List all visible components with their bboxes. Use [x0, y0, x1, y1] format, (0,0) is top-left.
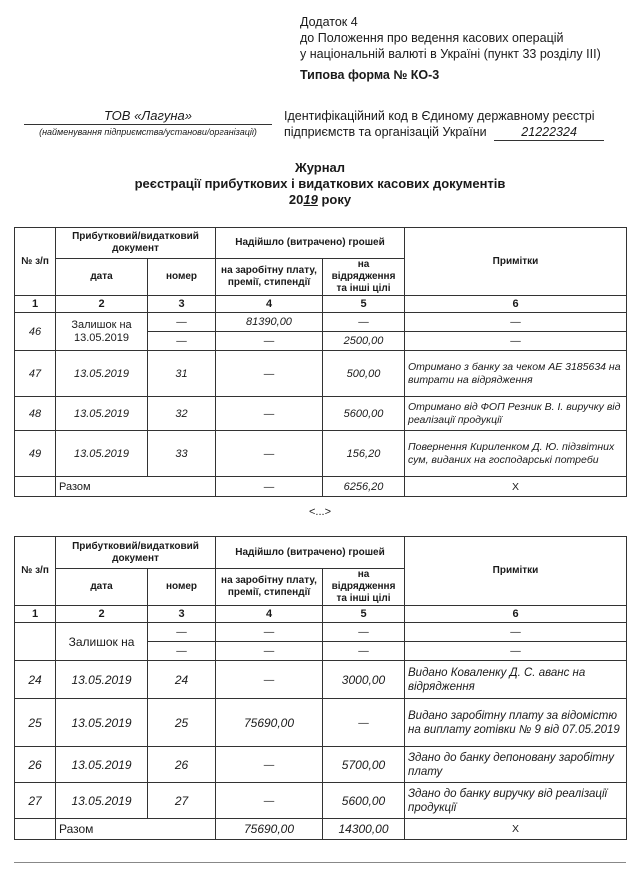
col-index: 3 — [148, 606, 216, 623]
table-row — [15, 699, 627, 747]
cell-travel: — — [323, 699, 405, 747]
table-row — [15, 313, 627, 332]
balance-label: Залишок на — [56, 623, 148, 661]
row-no: 26 — [15, 747, 56, 783]
cell-note: — — [405, 642, 627, 661]
cell-date: 13.05.2019 — [56, 783, 148, 819]
cell-note: Отримано з банку за чеком АЕ 3185634 на витрати на відрядження — [405, 351, 627, 397]
cell-salary: — — [216, 351, 323, 397]
col-header-no: № з/п — [15, 537, 56, 606]
page-bottom-divider — [14, 862, 626, 863]
total-row — [15, 819, 627, 840]
cell-salary: — — [216, 661, 323, 699]
col-header-received: Надійшло (витрачено) грошей — [216, 228, 405, 259]
cell-number: — — [148, 642, 216, 661]
appendix-title: Додаток 4 — [300, 15, 358, 29]
cell-number: 31 — [148, 351, 216, 397]
col-header-salary: на заробітну плату, премії, стипендії — [216, 569, 323, 606]
title-year: 2019 року — [288, 192, 352, 207]
col-header-salary: на заробітну плату, премії, стипендії — [216, 259, 323, 296]
org-caption: (найменування підприємства/установи/організації) — [39, 127, 257, 137]
cell-note: — — [405, 313, 627, 332]
cell-date: 13.05.2019 — [56, 747, 148, 783]
col-header-number: номер — [148, 259, 216, 296]
cell-salary: — — [216, 397, 323, 431]
col-index: 4 — [216, 606, 323, 623]
col-index: 2 — [56, 296, 148, 313]
cell-date: 13.05.2019 — [56, 661, 148, 699]
title-line2: реєстрації прибуткових і видаткових касових документів — [134, 176, 506, 191]
row-no: 46 — [15, 313, 56, 351]
col-header-date: дата — [56, 569, 148, 606]
cell-number: — — [148, 332, 216, 351]
row-no: 24 — [15, 661, 56, 699]
cell-number: 25 — [148, 699, 216, 747]
cell-salary: 81390,00 — [216, 313, 323, 332]
col-index: 2 — [56, 606, 148, 623]
total-salary: — — [216, 477, 323, 497]
col-header-received: Надійшло (витрачено) грошей — [216, 537, 405, 569]
col-header-no: № з/п — [15, 228, 56, 296]
col-header-doc: Прибутковий/видатковий документ — [56, 228, 216, 259]
title-line1: Журнал — [294, 160, 346, 175]
journal-table-1 — [14, 227, 627, 497]
total-row — [15, 477, 627, 497]
cell-date: 13.05.2019 — [56, 397, 148, 431]
cell-travel: — — [323, 642, 405, 661]
appendix-block — [300, 14, 601, 83]
form-type: Типова форма № КО-3 — [300, 68, 440, 82]
table-row — [15, 661, 627, 699]
table-row — [15, 431, 627, 477]
cell-number: — — [148, 623, 216, 642]
org-block — [24, 108, 272, 137]
id-label-line1: Ідентифікаційний код в Єдиному державному реєстрі — [284, 109, 595, 123]
row-no — [15, 623, 56, 661]
cell-salary: — — [216, 332, 323, 351]
cell-salary: — — [216, 431, 323, 477]
cell-number: 32 — [148, 397, 216, 431]
cell-note: Здано до банку депоновану заробітну плату — [405, 747, 627, 783]
col-header-travel: на відрядження та інші цілі — [323, 259, 405, 296]
col-header-date: дата — [56, 259, 148, 296]
table-row — [15, 783, 627, 819]
org-name: ТОВ «Лагуна» — [24, 108, 272, 125]
cell-travel: 500,00 — [323, 351, 405, 397]
id-code: 21222324 — [494, 124, 604, 141]
total-travel: 6256,20 — [323, 477, 405, 497]
row-no: 25 — [15, 699, 56, 747]
total-label: Разом — [56, 477, 216, 497]
row-no: 48 — [15, 397, 56, 431]
col-header-notes: Примітки — [405, 228, 627, 296]
row-no: 27 — [15, 783, 56, 819]
table-row — [15, 747, 627, 783]
cell-salary: — — [216, 642, 323, 661]
cell-travel: — — [323, 313, 405, 332]
total-note: Х — [405, 819, 627, 840]
col-index: 1 — [15, 296, 56, 313]
row-no: 47 — [15, 351, 56, 397]
total-note: Х — [405, 477, 627, 497]
cell-note: Повернення Кириленком Д. Ю. підзвітних сум, виданих на господарські потреби — [405, 431, 627, 477]
cell-number: 27 — [148, 783, 216, 819]
cell-salary: — — [216, 623, 323, 642]
cell-travel: 2500,00 — [323, 332, 405, 351]
appendix-ref-line1: до Положення про ведення касових операцій — [300, 31, 564, 45]
col-index: 6 — [405, 296, 627, 313]
cell-note: Видано заробітну плату за відомістю на виплату готівки № 9 від 07.05.2019 — [405, 699, 627, 747]
cell-salary: — — [216, 783, 323, 819]
col-header-number: номер — [148, 569, 216, 606]
table-row — [15, 623, 627, 642]
ellipsis: <...> — [308, 506, 332, 518]
cell-travel: 3000,00 — [323, 661, 405, 699]
cell-travel: 5700,00 — [323, 747, 405, 783]
id-block — [284, 108, 604, 141]
cell-salary: — — [216, 747, 323, 783]
cell-date: 13.05.2019 — [56, 431, 148, 477]
cell-note: — — [405, 332, 627, 351]
row-no: 49 — [15, 431, 56, 477]
col-header-travel: на відрядження та інші цілі — [323, 569, 405, 606]
cell-number: 24 — [148, 661, 216, 699]
cell-travel: 156,20 — [323, 431, 405, 477]
cell-number: 26 — [148, 747, 216, 783]
cell-number: — — [148, 313, 216, 332]
col-index: 5 — [323, 606, 405, 623]
balance-label: Залишок на 13.05.2019 — [56, 313, 148, 351]
col-index: 4 — [216, 296, 323, 313]
col-index: 6 — [405, 606, 627, 623]
appendix-ref-line2: у національній валюті в Україні (пункт 33 розділу ІІІ) — [300, 47, 601, 61]
cell-date: 13.05.2019 — [56, 699, 148, 747]
table-row — [15, 351, 627, 397]
cell-number: 33 — [148, 431, 216, 477]
cell-note: Здано до банку виручку від реалізації продукції — [405, 783, 627, 819]
cell-date: 13.05.2019 — [56, 351, 148, 397]
cell-note: — — [405, 623, 627, 642]
cell-travel: 5600,00 — [323, 783, 405, 819]
cell-note: Видано Коваленку Д. С. аванс на відрядження — [405, 661, 627, 699]
cell-note: Отримано від ФОП Резник В. І. виручку від реалізації продукції — [405, 397, 627, 431]
cell-travel: — — [323, 623, 405, 642]
cell-salary: 75690,00 — [216, 699, 323, 747]
total-label: Разом — [56, 819, 216, 840]
col-header-notes: Примітки — [405, 537, 627, 606]
journal-table-2 — [14, 536, 627, 840]
table-row — [15, 397, 627, 431]
col-header-doc: Прибутковий/видатковий документ — [56, 537, 216, 569]
id-label-line2: підприємств та організацій України — [284, 125, 487, 139]
col-index: 5 — [323, 296, 405, 313]
cell-travel: 5600,00 — [323, 397, 405, 431]
total-travel: 14300,00 — [323, 819, 405, 840]
col-index: 3 — [148, 296, 216, 313]
col-index: 1 — [15, 606, 56, 623]
journal-title — [14, 160, 626, 208]
total-salary: 75690,00 — [216, 819, 323, 840]
